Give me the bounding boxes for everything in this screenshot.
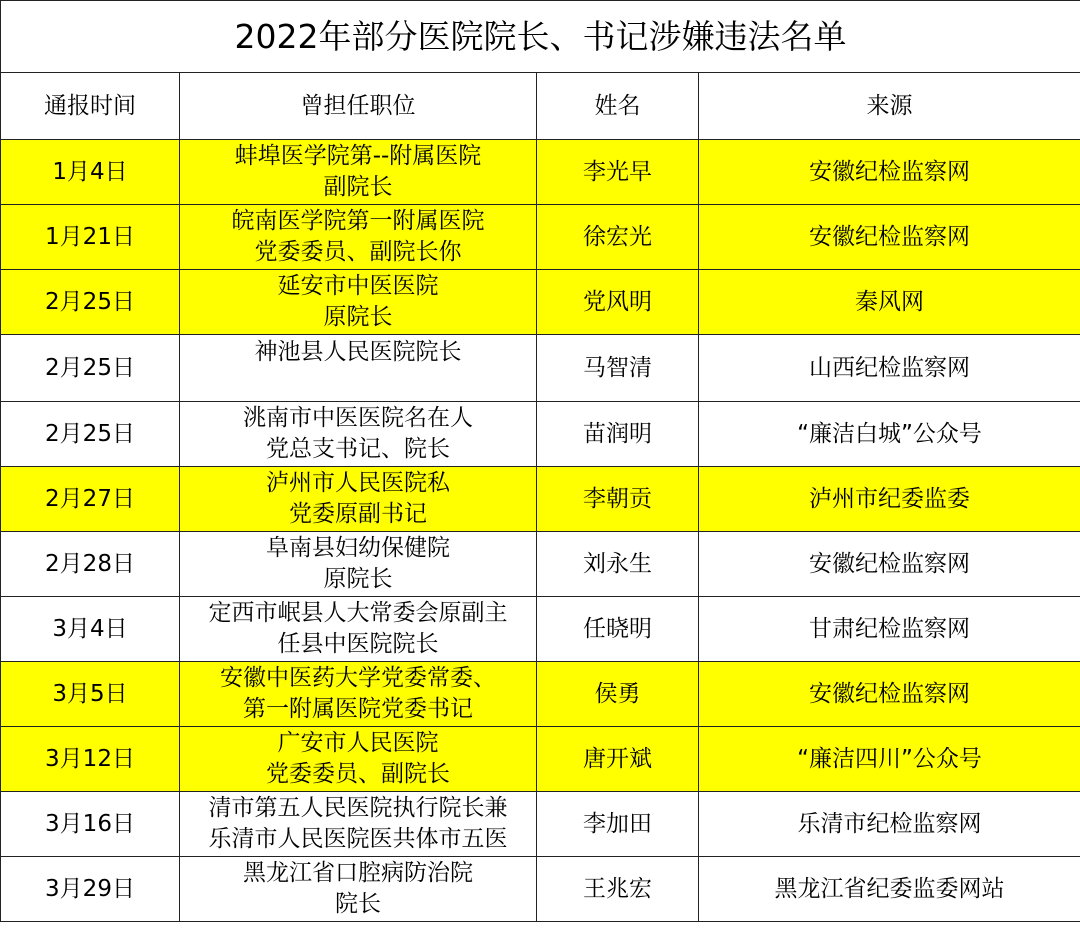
cell-name: 王兆宏 (537, 857, 699, 922)
table-row (1, 467, 1080, 532)
cell-name: 李光早 (537, 140, 699, 205)
cell-name: 任晓明 (537, 597, 699, 662)
position-line-2: 党委委员、副院长你 (254, 239, 462, 265)
table-row (1, 727, 1080, 792)
cell-source: “廉洁四川”公众号 (699, 727, 1080, 792)
cell-position (180, 857, 537, 922)
cell-date: 2月27日 (1, 467, 180, 532)
position-line-2: 任县中医院院长 (277, 631, 439, 657)
cell-source: 乐清市纪检监察网 (699, 792, 1080, 857)
position-line-2: 原院长 (323, 304, 393, 330)
header-source: 来源 (699, 73, 1080, 140)
cell-date: 3月16日 (1, 792, 180, 857)
cell-source: 甘肃纪检监察网 (699, 597, 1080, 662)
table-row (1, 402, 1080, 467)
cell-position (180, 270, 537, 335)
cell-position (180, 335, 537, 402)
position-line-1: 神池县人民医院院长 (254, 339, 462, 365)
cell-date: 2月25日 (1, 270, 180, 335)
cell-position (180, 727, 537, 792)
cell-position (180, 467, 537, 532)
position-line-1: 阜南县妇幼保健院 (266, 535, 450, 561)
cell-date: 2月25日 (1, 402, 180, 467)
cell-date: 3月29日 (1, 857, 180, 922)
cell-date: 3月4日 (1, 597, 180, 662)
header-date: 通报时间 (1, 73, 180, 140)
table-row (1, 140, 1080, 205)
position-line-1: 洮南市中医医院名在人 (243, 405, 473, 431)
table-row (1, 857, 1080, 922)
title-row (1, 1, 1080, 73)
cell-source: “廉洁白城”公众号 (699, 402, 1080, 467)
table-row (1, 597, 1080, 662)
cell-date: 1月21日 (1, 205, 180, 270)
position-line-2: 原院长 (323, 566, 393, 592)
position-line-2: 党总支书记、院长 (266, 436, 450, 462)
cell-date: 2月28日 (1, 532, 180, 597)
header-name: 姓名 (537, 73, 699, 140)
cell-source: 黑龙江省纪委监委网站 (699, 857, 1080, 922)
cell-position (180, 532, 537, 597)
cell-name: 李加田 (537, 792, 699, 857)
table-row (1, 662, 1080, 727)
cell-position (180, 140, 537, 205)
cell-name: 党风明 (537, 270, 699, 335)
cell-source: 秦风网 (699, 270, 1080, 335)
position-line-1: 蚌埠医学院第--附属医院 (234, 143, 482, 169)
header-row (1, 73, 1080, 140)
cell-source: 安徽纪检监察网 (699, 662, 1080, 727)
cell-date: 3月12日 (1, 727, 180, 792)
position-line-1: 皖南医学院第一附属医院 (231, 208, 485, 234)
cell-date: 1月4日 (1, 140, 180, 205)
position-line-2: 第一附属医院党委书记 (243, 696, 473, 722)
position-line-1: 清市第五人民医院执行院长兼 (208, 795, 508, 821)
table-row (1, 205, 1080, 270)
cell-name: 侯勇 (537, 662, 699, 727)
cell-position (180, 205, 537, 270)
cell-name: 刘永生 (537, 532, 699, 597)
position-line-2: 党委原副书记 (289, 501, 427, 527)
cell-position (180, 597, 537, 662)
cell-date: 2月25日 (1, 335, 180, 402)
cell-position (180, 402, 537, 467)
table-title: 2022年部分医院院长、书记涉嫌违法名单 (1, 1, 1080, 73)
cell-source: 山西纪检监察网 (699, 335, 1080, 402)
position-line-2: 副院长 (323, 174, 393, 200)
table-row (1, 532, 1080, 597)
cell-source: 泸州市纪委监委 (699, 467, 1080, 532)
cell-position (180, 792, 537, 857)
position-line-2: 党委委员、副院长 (266, 761, 450, 787)
position-line-1: 泸州市人民医院私 (266, 470, 450, 496)
cell-name: 李朝贡 (537, 467, 699, 532)
position-line-1: 定西市岷县人大常委会原副主 (208, 600, 508, 626)
cell-source: 安徽纪检监察网 (699, 532, 1080, 597)
position-line-2: 院长 (335, 891, 381, 917)
position-line-2: 乐清市人民医院医共体市五医 (208, 826, 508, 852)
table-row (1, 270, 1080, 335)
cell-name: 徐宏光 (537, 205, 699, 270)
table-row (1, 792, 1080, 857)
cell-position (180, 662, 537, 727)
cell-date: 3月5日 (1, 662, 180, 727)
cell-name: 唐开斌 (537, 727, 699, 792)
cell-source: 安徽纪检监察网 (699, 205, 1080, 270)
cell-source: 安徽纪检监察网 (699, 140, 1080, 205)
header-position: 曾担任职位 (180, 73, 537, 140)
cell-name: 苗润明 (537, 402, 699, 467)
position-line-1: 安徽中医药大学党委常委、 (220, 665, 496, 691)
cell-name: 马智清 (537, 335, 699, 402)
position-line-1: 黑龙江省口腔病防治院 (243, 860, 473, 886)
position-line-1: 广安市人民医院 (277, 730, 439, 756)
table-row (1, 335, 1080, 402)
position-line-1: 延安市中医医院 (277, 273, 439, 299)
